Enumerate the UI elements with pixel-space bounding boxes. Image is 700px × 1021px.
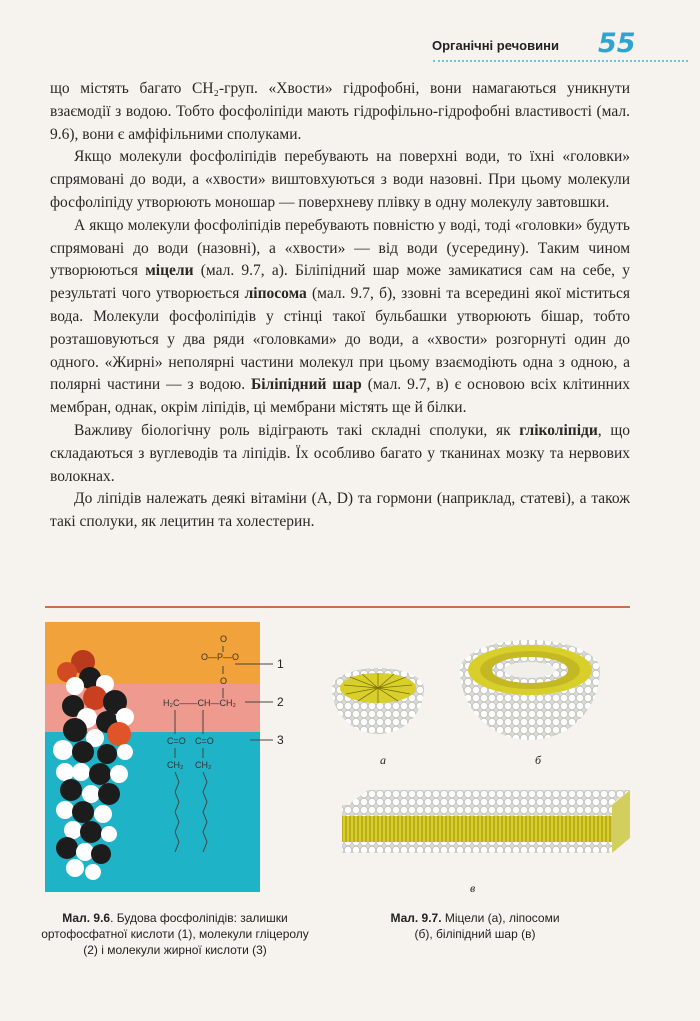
figure-labels bbox=[277, 657, 284, 747]
label-1: 1 bbox=[277, 657, 284, 671]
header-dotted-rule bbox=[433, 60, 688, 62]
formula-ester-2: C=O bbox=[195, 736, 214, 746]
formula-tail-1: CH₂ bbox=[167, 760, 184, 770]
label-b: б bbox=[535, 753, 542, 767]
formula-o-mid: O bbox=[220, 676, 228, 686]
paragraph-4 bbox=[50, 420, 630, 488]
p4-text-a: Важливу біологічну роль відіграють такі складні сполуки, як bbox=[74, 421, 520, 439]
term-glycolipids: гліколіпіди bbox=[519, 421, 598, 439]
micelle bbox=[332, 668, 424, 734]
p3-text-a: А якщо молекули фосфоліпідів перебувають повністю у воді, тоді «головки» будуть спрямовані до води (назовні), а «хвости» — від води (усередину). Таким чином утворюються bbox=[50, 216, 630, 280]
p3-text-e: (мал. 9.7, в) є основою всіх клітинних мембран, однак, окрім ліпідів, ці мембрани містять ще й білки. bbox=[50, 376, 631, 417]
formula-phosphate: O—P—O bbox=[201, 652, 240, 662]
term-micelles: міцели bbox=[145, 262, 194, 280]
caption-9-7-number: Мал. 9.7. bbox=[390, 911, 442, 925]
formula-o-top: O bbox=[220, 634, 228, 644]
figure-9-7-lipid-structures bbox=[320, 630, 640, 900]
paragraph-5: До ліпідів належать деякі вітаміни (A, D) та гормони (наприклад, статеві), а також такі сполуки, як лецитин та холестерин. bbox=[50, 490, 630, 531]
label-c: в bbox=[470, 881, 476, 895]
page-header bbox=[0, 28, 700, 68]
formula-ester-1: C=O bbox=[167, 736, 186, 746]
label-3: 3 bbox=[277, 733, 284, 747]
paragraph-1: що містять багато CH₂-груп. «Хвости» гідрофобні, вони намагаються уникнути взаємодії з водою. Тобто фосфоліпіди мають гідрофільно-гідрофобні властивості (мал. 9.6), вони є амфіфільними сполуками. bbox=[50, 80, 630, 143]
caption-9-6-number: Мал. 9.6 bbox=[62, 911, 111, 925]
paragraph-2: Якщо молекули фосфоліпідів перебувають на поверхні води, то їхні «головки» спрямовані до води, а «хвости» виштовхуються з води назовні. При цьому молекули фосфоліпіду утворюють моношар — поверхневу плівку в одну молекулу завтовшки. bbox=[50, 148, 630, 211]
term-liposome: ліпосома bbox=[244, 285, 307, 303]
p3-text-d: (мал. 9.7, б), ззовні та всередині якої міститься вода. Молекули фосфоліпідів у стінці такої бульбашки утворюють бішар, тобто розташовуються у два ряди «головками» до води, а «хвости» розгорнуті один до одного. «Жирні» неполярні частини молекул при цьому взаємодіють одна з одною, а полярні частини — з водою. bbox=[50, 285, 630, 394]
figure-divider bbox=[45, 606, 630, 608]
p3-text-c: (мал. 9.7, а). Біліпідний шар може замикатися сам на себе, у результаті чого утворюється bbox=[50, 262, 630, 303]
caption-9-7-text: Міцели (а), ліпосоми (б), біліпідний шар (в) bbox=[414, 911, 560, 941]
liposome bbox=[460, 640, 600, 740]
running-title: Органічні речовини bbox=[432, 38, 559, 53]
term-bilipid-layer: Біліпідний шар bbox=[251, 376, 362, 394]
paragraph-3 bbox=[50, 215, 630, 420]
caption-figure-9-6 bbox=[40, 910, 310, 958]
bilipid-layer bbox=[342, 790, 630, 853]
p4-text-c: , що складаються з вуглеводів та ліпідів. Їх особливо багато у тканинах мозку та нервових волокнах. bbox=[50, 421, 630, 485]
label-a: а bbox=[380, 753, 386, 767]
caption-9-6-text: . Будова фосфоліпідів: залишки ортофосфатної кислоти (1), молекули гліцеролу (2) і молекули жирної кислоти (3) bbox=[41, 911, 309, 957]
formula-tail-2: CH₂ bbox=[195, 760, 212, 770]
caption-figure-9-7 bbox=[380, 910, 570, 942]
figure-9-6-phospholipid bbox=[45, 622, 295, 892]
body-text bbox=[50, 78, 630, 534]
label-2: 2 bbox=[277, 695, 284, 709]
page-number: 55 bbox=[598, 28, 636, 59]
formula-glycerol: H₂C——CH—CH₂ bbox=[163, 698, 236, 708]
